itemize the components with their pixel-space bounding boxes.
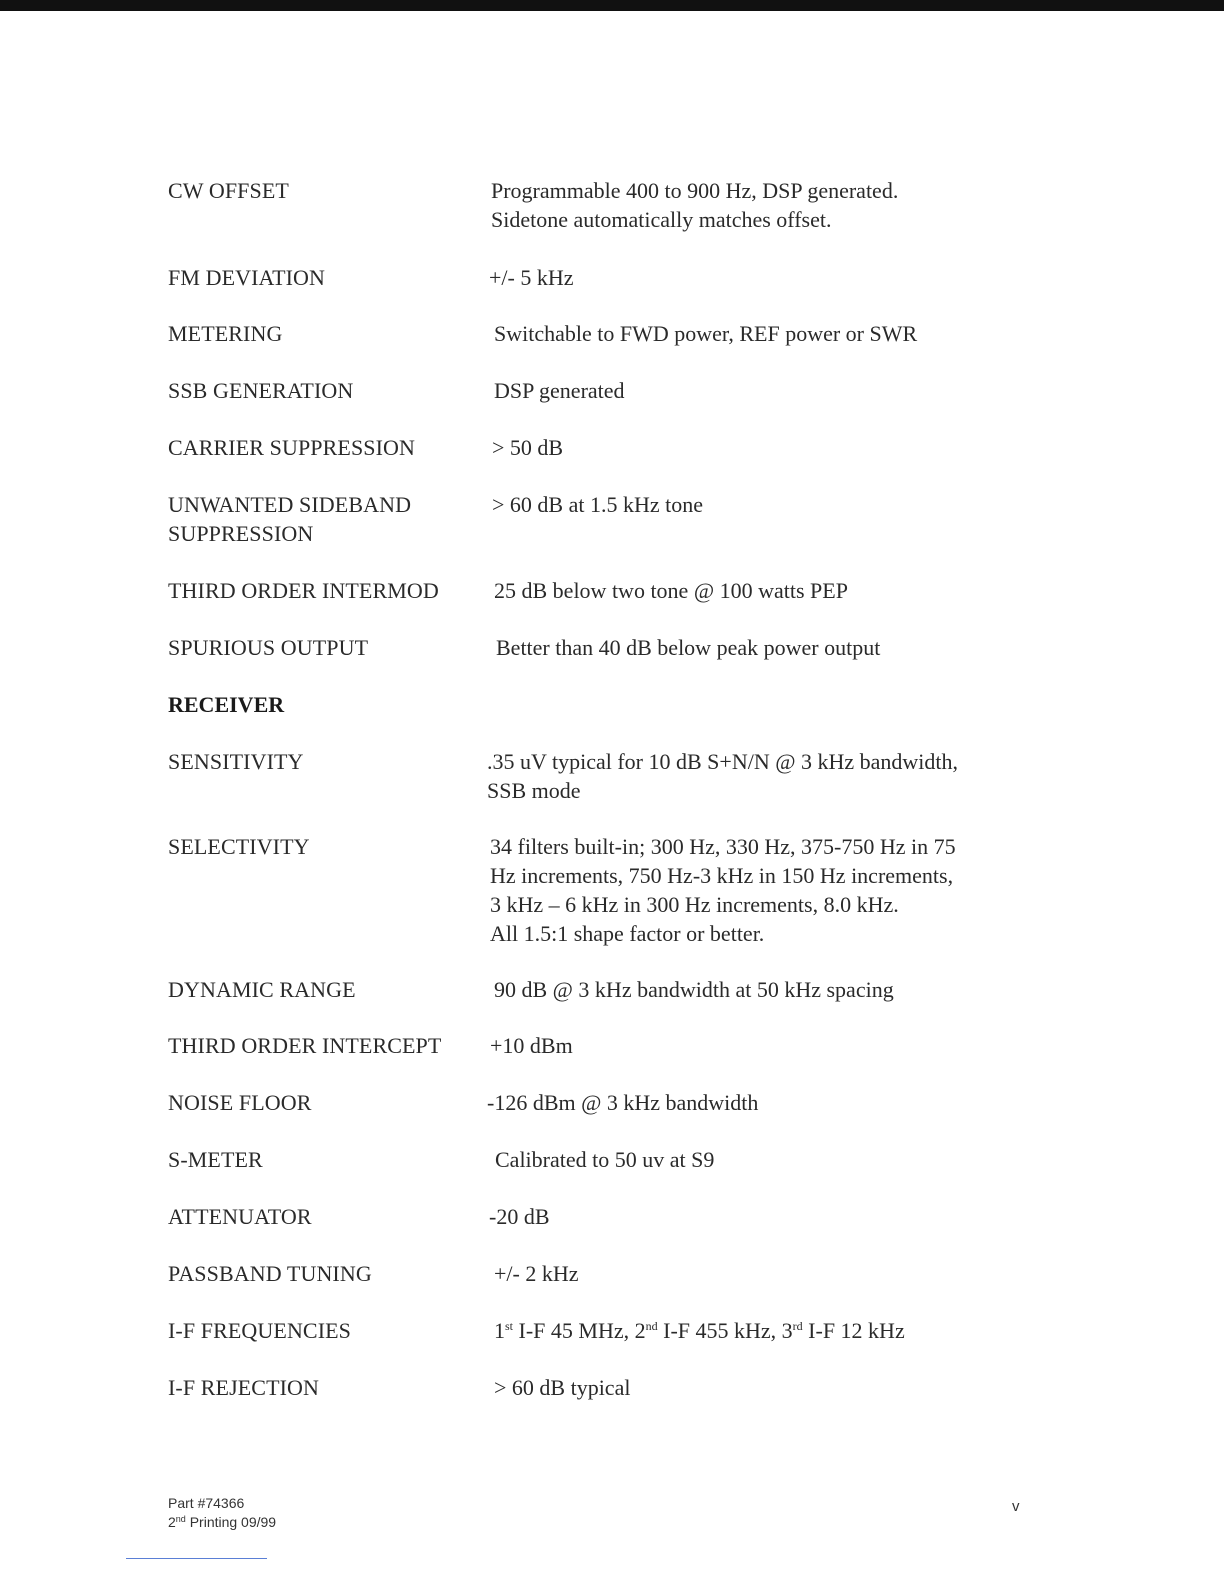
spec-value: 25 dB below two tone @ 100 watts PEP [494,578,848,603]
spec-label: FM DEVIATION [168,265,326,290]
if-third-num: 3 [781,1318,793,1343]
spec-value: +/- 5 kHz [489,265,574,290]
if-first-sup: st [505,1319,514,1333]
spec-label: UNWANTED SIDEBAND SUPPRESSION [168,492,412,546]
spec-label: I-F FREQUENCIES [168,1318,352,1343]
spec-label: SPURIOUS OUTPUT [168,635,369,660]
spec-value: Better than 40 dB below peak power output [496,635,881,660]
spec-label: CARRIER SUPPRESSION [168,435,416,460]
spec-label: PASSBAND TUNING [168,1261,372,1286]
spec-value: Calibrated to 50 uv at S9 [495,1147,715,1172]
printing-text: Printing 09/99 [185,1514,277,1530]
if-second-sup: nd [645,1319,658,1333]
spec-label: SENSITIVITY [168,749,304,774]
spec-value [494,1316,1034,1345]
spec-value: > 50 dB [492,435,564,460]
spec-value: > 60 dB typical [494,1375,631,1400]
spec-label: SSB GENERATION [168,378,354,403]
spec-value: -20 dB [489,1204,550,1229]
spec-value: Switchable to FWD power, REF power or SWR [494,321,918,346]
printing-num: 2 [168,1514,176,1530]
if-third-text: I-F 12 kHz [802,1318,905,1343]
receiver-section-heading: RECEIVER [168,692,285,717]
spec-value: .35 uV typical for 10 dB S+N/N @ 3 kHz bandwidth, SSB mode [487,749,959,803]
spec-value: 90 dB @ 3 kHz bandwidth at 50 kHz spacing [494,977,894,1002]
printing-sup: nd [175,1514,186,1524]
if-second-text: I-F 455 kHz, [657,1318,782,1343]
spec-value: -126 dBm @ 3 kHz bandwidth [487,1090,759,1115]
spec-label: CW OFFSET [168,178,289,203]
footer-printing [168,1513,276,1531]
spec-label: SELECTIVITY [168,834,310,859]
spec-label: ATTENUATOR [168,1204,312,1229]
spec-label: S-METER [168,1147,263,1172]
spec-value: 34 filters built-in; 300 Hz, 330 Hz, 375-750 Hz in 75 Hz increments, 750 Hz-3 kHz in 150 Hz increments, 3 kHz – 6 kHz in 300 Hz increments, 8.0 kHz. All 1.5:1 shape factor or better. [490,834,956,946]
spec-value: DSP generated [494,378,625,403]
spec-value: +10 dBm [490,1033,573,1058]
page-number: v [1012,1498,1020,1515]
if-third-sup: rd [792,1319,803,1333]
if-first-text: I-F 45 MHz, [513,1318,635,1343]
spec-label: NOISE FLOOR [168,1090,312,1115]
spec-label: METERING [168,321,283,346]
footer-part-number: Part #74366 [168,1495,245,1511]
bottom-rule [126,1558,267,1559]
spec-value: > 60 dB at 1.5 kHz tone [492,492,703,517]
spec-label: THIRD ORDER INTERMOD [168,578,439,603]
if-second-num: 2 [634,1318,646,1343]
spec-label: THIRD ORDER INTERCEPT [168,1033,442,1058]
spec-value: Programmable 400 to 900 Hz, DSP generated. Sidetone automatically matches offset. [491,178,899,232]
spec-value: +/- 2 kHz [494,1261,579,1286]
spec-label: DYNAMIC RANGE [168,977,356,1002]
spec-label: I-F REJECTION [168,1375,320,1400]
if-first-num: 1 [494,1318,505,1343]
